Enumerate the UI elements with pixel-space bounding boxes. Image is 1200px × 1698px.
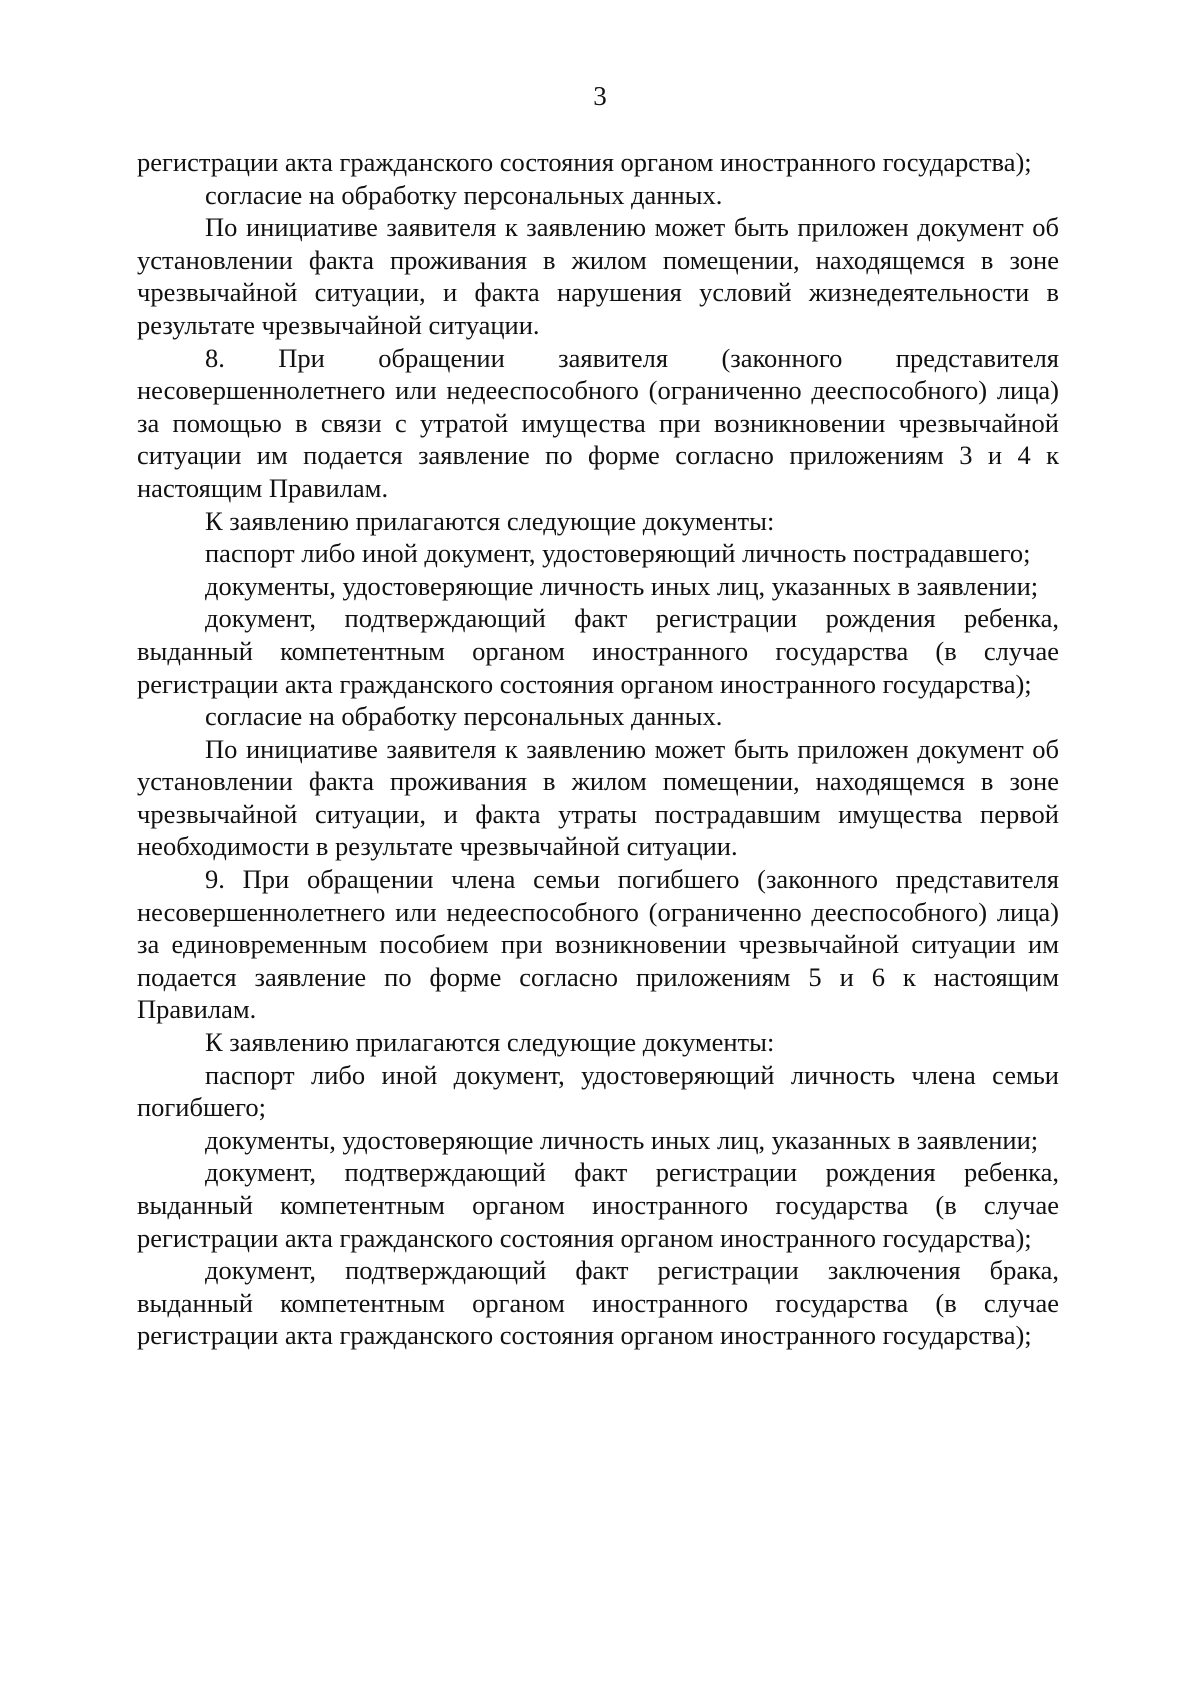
paragraph: К заявлению прилагаются следующие документы: [205, 505, 775, 536]
paragraph: паспорт либо иной документ, удостоверяющий личность пострадавшего; [205, 538, 1031, 569]
paragraph: По инициативе заявителя к заявлению может быть приложен документ об установлении факта проживания в жилом помещении, находящемся в зоне чрезвычайной ситуации, и факта нарушения условий жизнедеятельности в результате чрезвычайной ситуации. [137, 212, 1059, 340]
paragraph: паспорт либо иной документ, удостоверяющий личность члена семьи погибшего; [137, 1059, 1059, 1123]
paragraph: 8. При обращении заявителя (законного представителя несовершеннолетнего или недееспособного (ограниченно дееспособного) лица) за помощью в связи с утратой имущества при возникновении чрезвычайной ситуации им подается заявление по форме согласно приложениям 3 и 4 к настоящим Правилам. [137, 342, 1059, 503]
paragraph: документ, подтверждающий факт регистрации заключения брака, выданный компетентным органом иностранного государства (в случае регистрации акта гражданского состояния органом иностранного государства); [137, 1255, 1059, 1351]
paragraph: согласие на обработку персональных данных. [205, 179, 723, 210]
page-number: 3 [593, 81, 607, 111]
paragraph: регистрации акта гражданского состояния органом иностранного государства); [137, 147, 1032, 177]
paragraph: документы, удостоверяющие личность иных лиц, указанных в заявлении; [205, 570, 1039, 601]
paragraph: По инициативе заявителя к заявлению может быть приложен документ об установлении факта проживания в жилом помещении, находящемся в зоне чрезвычайной ситуации, и факта утраты пострадавшим имущества первой необходимости в результате чрезвычайной ситуации. [137, 733, 1059, 862]
document-body [137, 146, 1059, 1352]
paragraph: К заявлению прилагаются следующие документы: [205, 1027, 775, 1058]
paragraph: документ, подтверждающий факт регистрации рождения ребенка, выданный компетентным органом иностранного государства (в случае регистрации акта гражданского состояния органом иностранного государства); [137, 1157, 1059, 1253]
paragraph: 9. При обращении члена семьи погибшего (законного представителя несовершеннолетнего или недееспособного (ограниченно дееспособного) лица) за единовременным пособием при возникновении чрезвычайной ситуации им подается заявление по форме согласно приложениям 5 и 6 к настоящим Правилам. [137, 864, 1059, 1025]
paragraph: согласие на обработку персональных данных. [205, 701, 723, 732]
paragraph: документы, удостоверяющие личность иных лиц, указанных в заявлении; [205, 1124, 1039, 1155]
paragraph: документ, подтверждающий факт регистрации рождения ребенка, выданный компетентным органом иностранного государства (в случае регистрации акта гражданского состояния органом иностранного государства); [137, 603, 1059, 699]
